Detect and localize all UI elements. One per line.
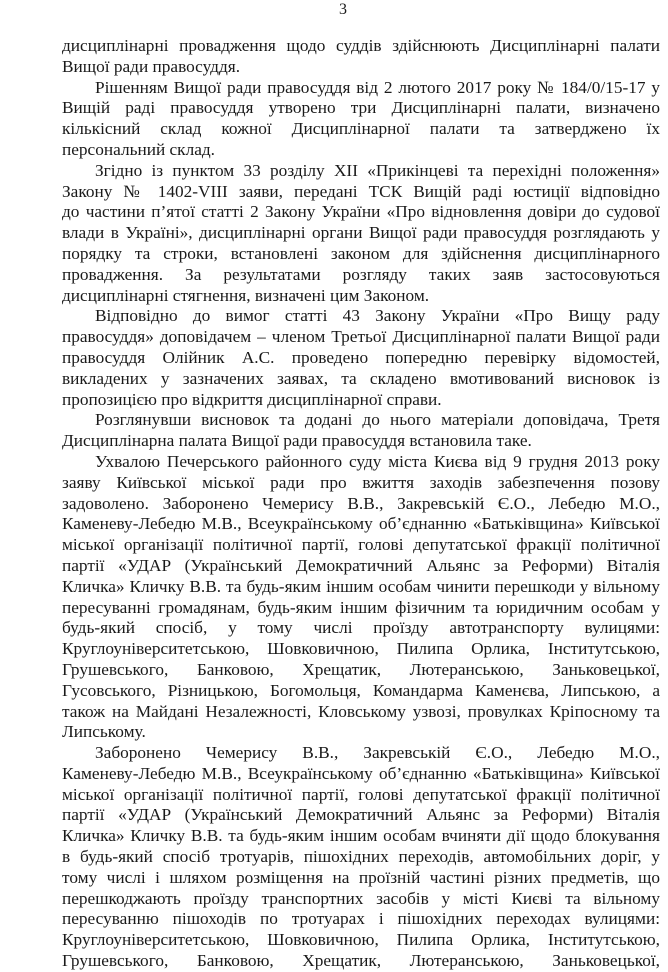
text-line: Каменеву-Лебедю М.В., Всеукраїнському об’єднанню «Батьківщина» Київської — [62, 763, 660, 783]
paragraph — [62, 743, 660, 972]
text-line: задоволено. Заборонено Чемерису В.В., Закревській Є.О., Лебедю М.О., — [62, 493, 660, 513]
text-line: до частини п’ятої статті 2 Закону України «Про відновлення довіри до судової — [62, 202, 660, 222]
text-line: пересуванні громадянам, будь-яким іншим фізичним та юридичним особам у — [62, 597, 660, 617]
text-line: будь-який спосіб, у тому числі проїзду автотранспорту вулицями: — [62, 618, 660, 638]
page-number: 3 — [339, 1, 347, 18]
text-line: дисциплінарні провадження щодо суддів здійснюють Дисциплінарні палати — [62, 36, 660, 55]
text-line: Гусовського, Різницькою, Богомольця, Командарма Каменєва, Липською, а — [62, 680, 660, 700]
text-line: Грушевського, Банковою, Хрещатик, Лютеранською, Заньковецької, — [62, 659, 660, 679]
text-line: тому числі і шляхом розміщення на проїзній частині різних предметів, що — [62, 867, 660, 887]
text-line: Розглянувши висновок та додані до нього матеріали доповідача, Третя — [95, 410, 660, 430]
text-line: Липському. — [62, 722, 146, 742]
text-line: Круглоуніверситетською, Шовковичною, Пилипа Орлика, Інститутською, — [62, 930, 660, 950]
paragraph — [62, 36, 660, 78]
text-line: Вищій раді правосуддя утворено три Дисциплінарні палати, визначено — [62, 98, 660, 118]
text-line: Згідно із пунктом 33 розділу XII «Прикінцеві та перехідні положення» — [95, 160, 660, 180]
text-line: влади в Україні», дисциплінарні органи Вищої ради правосуддя розглядають у — [62, 223, 660, 243]
text-line: Кличка» Кличку В.В. та будь-яким іншим особам чинити перешкоди у вільному — [62, 576, 660, 596]
text-line: правосуддя» доповідачем – членом Третьої Дисциплінарної палати Вищої ради — [62, 327, 660, 347]
text-line: Каменеву-Лебедю М.В., Всеукраїнському об’єднанню «Батьківщина» Київської — [62, 514, 660, 534]
text-line: Круглоуніверситетською, Шовковичною, Пилипа Орлика, Інститутською, — [62, 639, 660, 659]
text-line: перешкоджають проїзду транспортних засобів у місті Києві та вільному — [62, 888, 660, 908]
text-line: правосуддя Олійник А.С. проведено попередню перевірку відомостей, — [62, 347, 660, 367]
text-line: провадження. За результатами розгляду таких заяв застосовуються — [62, 264, 660, 284]
text-line: пропозицією про відкриття дисциплінарної справи. — [62, 389, 442, 409]
text-line: міської організації політичної партії, голові депутатської фракції політичної — [62, 535, 660, 555]
text-line: Закону № 1402-VIII заяви, передані ТСК Вищій раді юстиції відповідно — [62, 181, 660, 201]
paragraph — [62, 452, 660, 743]
text-line: кількісний склад кожної Дисциплінарної палати та затверджено їх — [62, 119, 660, 139]
text-line: Грушевського, Банковою, Хрещатик, Лютеранською, Заньковецької, — [62, 951, 660, 971]
text-line: заяву Київської міської ради про вжиття заходів забезпечення позову — [62, 472, 660, 492]
text-line: дисциплінарні стягнення, визначені цим Законом. — [62, 285, 430, 305]
document-body — [62, 36, 660, 972]
text-line: Рішенням Вищої ради правосуддя від 2 лютого 2017 року № 184/0/15-17 у — [95, 77, 660, 97]
text-line: також на Майдані Незалежності, Кловському узвозі, провулках Кріпосному та — [62, 701, 660, 721]
text-line: міської організації політичної партії, голові депутатської фракції політичної — [62, 784, 660, 804]
text-line: партії «УДАР (Український Демократичний Альянс за Реформи) Віталія — [62, 805, 660, 825]
text-line: партії «УДАР (Український Демократичний Альянс за Реформи) Віталія — [62, 555, 660, 575]
paragraph — [62, 306, 660, 410]
text-line: пересуванню пішоходів по тротуарах і пішохідних переходах вулицями: — [62, 909, 660, 929]
text-line: в будь-який спосіб тротуарів, пішохідних переходів, автомобільних доріг, у — [62, 847, 660, 867]
text-line: викладених у зазначених заявах, та складено вмотивований висновок із — [62, 368, 660, 388]
text-line: Вищої ради правосуддя. — [62, 56, 241, 76]
text-line: Відповідно до вимог статті 43 Закону України «Про Вищу раду — [95, 306, 660, 326]
text-line: персональний склад. — [62, 139, 215, 159]
text-line: Заборонено Чемерису В.В., Закревській Є.О., Лебедю М.О., — [95, 743, 660, 763]
paragraph — [62, 78, 660, 161]
text-line: Ухвалою Печерського районного суду міста Києва від 9 грудня 2013 року — [95, 451, 660, 471]
paragraph — [62, 410, 660, 452]
text-line: Кличка» Кличку В.В. та будь-яким іншим особам вчиняти дії щодо блокування — [62, 826, 660, 846]
text-line: Дисциплінарна палата Вищої ради правосуддя встановила таке. — [62, 431, 532, 451]
paragraph — [62, 161, 660, 307]
text-line: порядку та строки, встановлені законом для здійснення дисциплінарного — [62, 243, 660, 263]
